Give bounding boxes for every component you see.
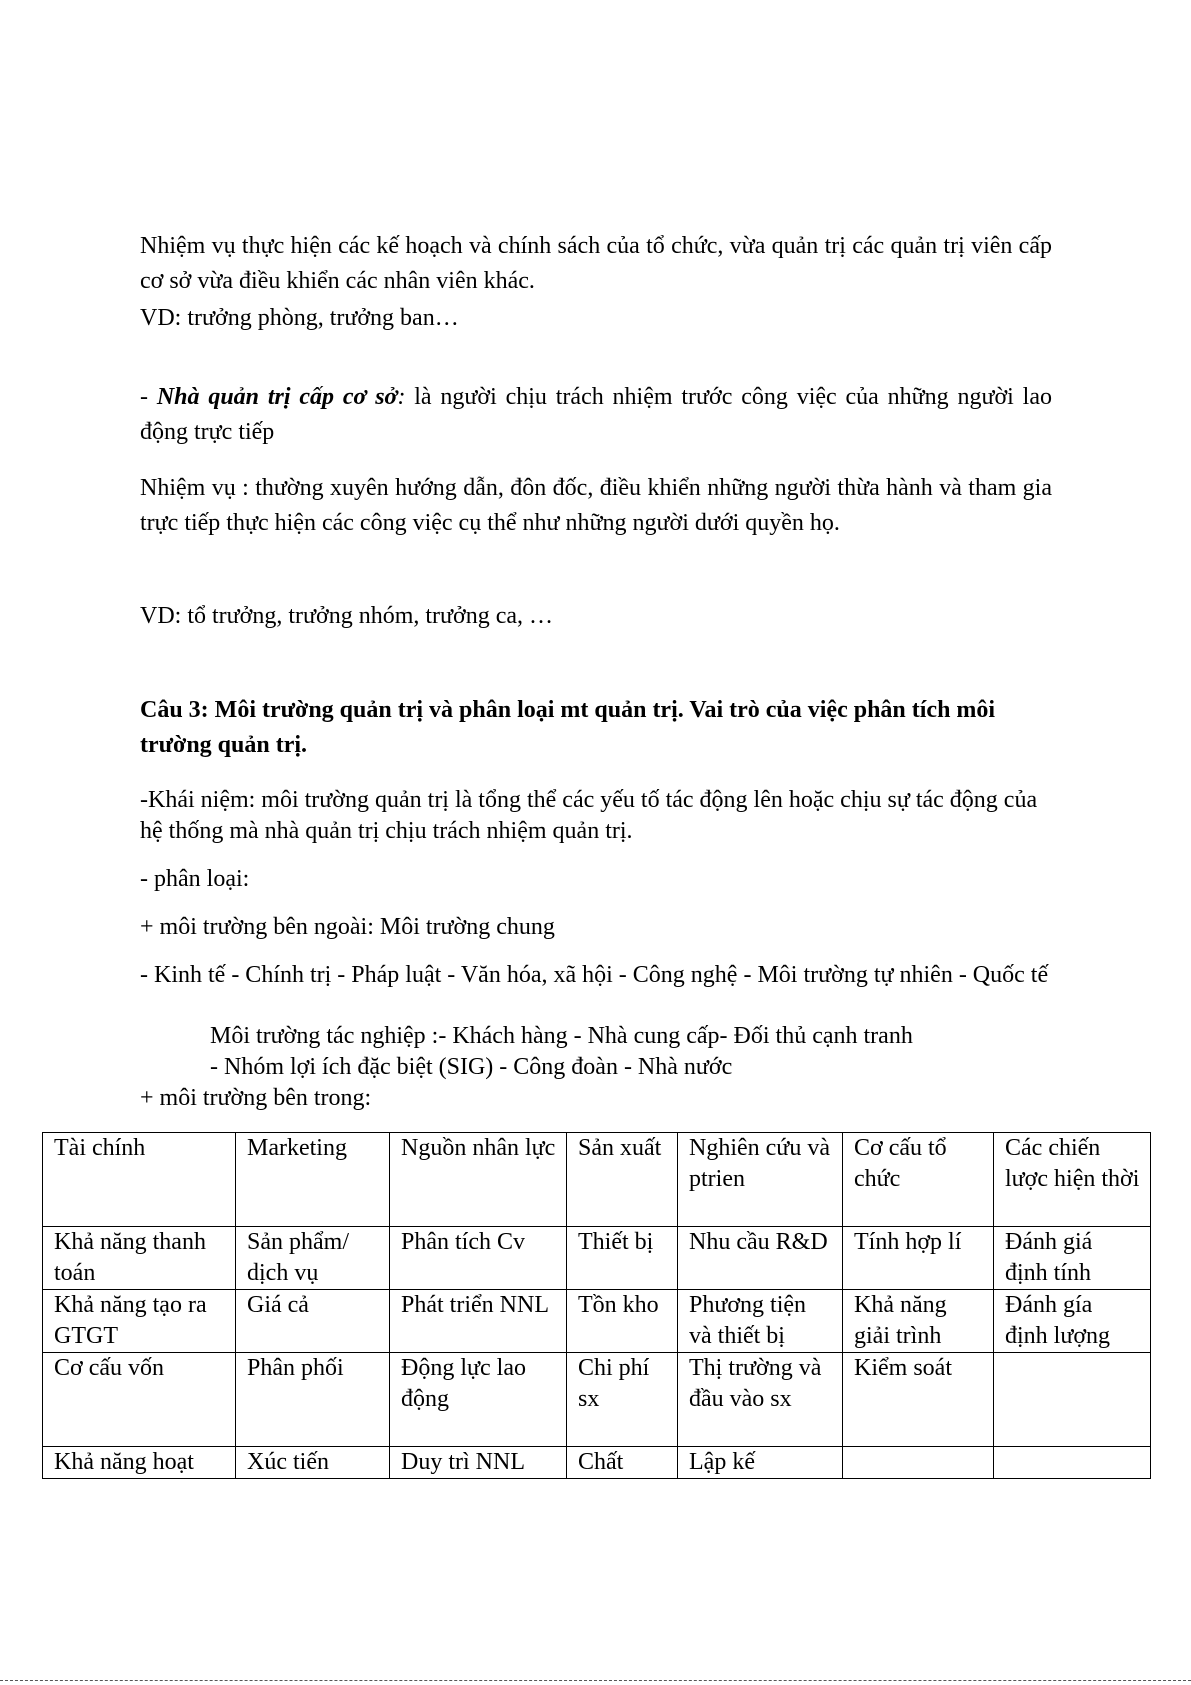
table-cell: Xúc tiến — [236, 1447, 390, 1479]
dash-prefix: - — [140, 384, 157, 410]
paragraph-first-line-duty: Nhiệm vụ : thường xuyên hướng dẫn, đôn đốc, điều khiển những người thừa hành và tham gia trực tiếp thực hiện các công việc cụ thể như những người dưới quyền họ. — [140, 475, 1052, 536]
table-cell — [843, 1447, 994, 1479]
page-bottom-divider — [0, 1680, 1191, 1681]
table-cell: Phương tiện và thiết bị — [678, 1290, 843, 1353]
table-cell: Marketing — [236, 1133, 390, 1227]
paragraph-task-env-2: - Nhóm lợi ích đặc biệt (SIG) - Công đoàn - Nhà nước — [210, 1054, 733, 1080]
table-cell: Duy trì NNL — [390, 1447, 567, 1479]
paragraph-general-factors: - Kinh tế - Chính trị - Pháp luật - Văn hóa, xã hội - Công nghệ - Môi trường tự nhiên - Quốc tế — [140, 962, 1049, 988]
table-cell — [994, 1353, 1151, 1447]
table-row — [43, 1447, 1151, 1479]
table-cell — [994, 1447, 1151, 1479]
table-cell: Nhu cầu R&D — [678, 1227, 843, 1290]
table-cell: Khả năng hoạt — [43, 1447, 236, 1479]
table-cell: Khả năng thanh toán — [43, 1227, 236, 1290]
table-cell: Nghiên cứu và ptrien — [678, 1133, 843, 1227]
paragraph-example-middle: VD: trưởng phòng, trưởng ban… — [140, 305, 459, 331]
question-3-heading: Câu 3: Môi trường quản trị và phân loại mt quản trị. Vai trò của việc phân tích môi trường quản trị. — [140, 697, 996, 758]
table-cell: Tính hợp lí — [843, 1227, 994, 1290]
table-cell: Phân tích Cv — [390, 1227, 567, 1290]
table-cell: Sản phẩm/ dịch vụ — [236, 1227, 390, 1290]
table-cell: Thị trường và đầu vào sx — [678, 1353, 843, 1447]
table-row — [43, 1290, 1151, 1353]
table-cell: Tài chính — [43, 1133, 236, 1227]
internal-environment-table — [42, 1132, 1151, 1479]
paragraph-concept: -Khái niệm: môi trường quản trị là tổng thể các yếu tố tác động lên hoặc chịu sự tác động của hệ thống mà nhà quản trị chịu trách nhiệm quản trị. — [140, 787, 1038, 844]
table-cell: Cơ cấu tổ chức — [843, 1133, 994, 1227]
table-cell: Giá cả — [236, 1290, 390, 1353]
table-cell: Tồn kho — [567, 1290, 678, 1353]
table-row — [43, 1227, 1151, 1290]
term-first-line-manager: Nhà quản trị cấp cơ sở — [156, 384, 398, 410]
table-cell: Các chiến lược hiện thời — [994, 1133, 1151, 1227]
paragraph-task-env-1: Môi trường tác nghiệp :- Khách hàng - Nhà cung cấp- Đối thủ cạnh tranh — [210, 1023, 913, 1049]
paragraph-first-line-manager — [140, 380, 1052, 450]
table-cell: Lập kế — [678, 1447, 843, 1479]
table-header-row — [43, 1133, 1151, 1227]
table-cell: Nguồn nhân lực — [390, 1133, 567, 1227]
table-cell: Sản xuất — [567, 1133, 678, 1227]
paragraph-example-first-line: VD: tổ trưởng, trưởng nhóm, trưởng ca, … — [140, 603, 554, 629]
paragraph-middle-manager-duty: Nhiệm vụ thực hiện các kế hoạch và chính sách của tổ chức, vừa quản trị các quản trị viên cấp cơ sở vừa điều khiển các nhân viên khác. — [140, 233, 1052, 294]
table-cell: Cơ cấu vốn — [43, 1353, 236, 1447]
table-cell: Chất — [567, 1447, 678, 1479]
table-cell: Đánh giá định tính — [994, 1227, 1151, 1290]
paragraph-external-env: + môi trường bên ngoài: Môi trường chung — [140, 914, 555, 940]
paragraph-classification: - phân loại: — [140, 866, 250, 892]
term-colon: : — [397, 384, 406, 410]
table-cell: Chi phí sx — [567, 1353, 678, 1447]
table-cell: Phân phối — [236, 1353, 390, 1447]
paragraph-internal-env: + môi trường bên trong: — [140, 1085, 372, 1111]
table-cell: Khả năng tạo ra GTGT — [43, 1290, 236, 1353]
table-cell: Phát triển NNL — [390, 1290, 567, 1353]
table-cell: Đánh gía định lượng — [994, 1290, 1151, 1353]
table-cell: Kiểm soát — [843, 1353, 994, 1447]
table-cell: Thiết bị — [567, 1227, 678, 1290]
table-cell: Động lực lao động — [390, 1353, 567, 1447]
table-cell: Khả năng giải trình — [843, 1290, 994, 1353]
table-row — [43, 1353, 1151, 1447]
definition-text: là người chịu trách nhiệm trước công việc của những người lao động trực tiếp — [140, 384, 1052, 445]
